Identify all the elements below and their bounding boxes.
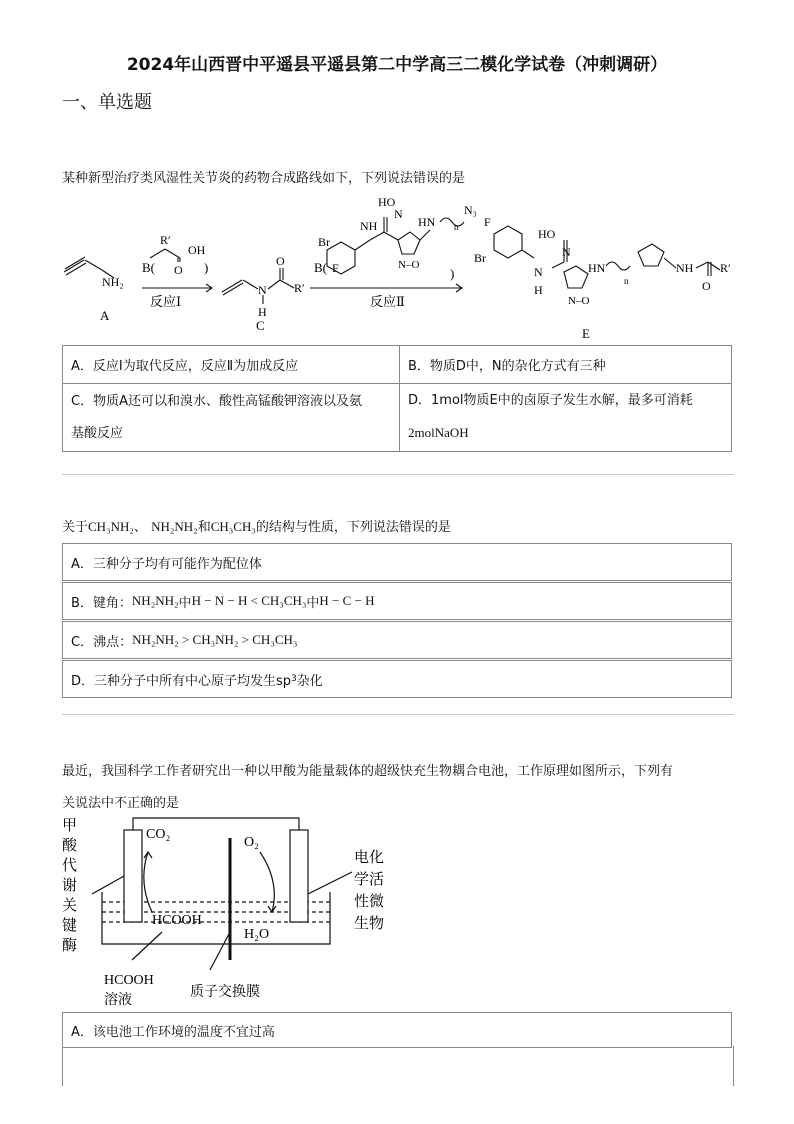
scheme-e-o: O: [702, 279, 711, 293]
diagram-o2: O₂: [244, 835, 259, 850]
diagram-left-label-2: 代: [62, 858, 78, 874]
diagram-left-label-0: 甲: [62, 818, 78, 834]
scheme-e-n: N: [534, 265, 543, 279]
scheme-bd-open: B(: [314, 260, 327, 275]
q2-option-d[interactable]: D．三种分子中所有中心原子均发生sp 3 杂化: [62, 660, 732, 698]
q3-options-frame: [62, 1046, 734, 1086]
scheme-c-n: N: [258, 283, 267, 297]
scheme-e-n2: N: [562, 245, 571, 259]
q3-option-a[interactable]: A．该电池工作环境的温度不宜过高: [62, 1012, 732, 1048]
q1-option-a[interactable]: A．反应Ⅰ为取代反应，反应Ⅱ为加成反应: [63, 346, 400, 384]
section-heading: 一、单选题: [62, 92, 152, 113]
diagram-left-label-3: 谢: [62, 878, 78, 894]
q1-option-c[interactable]: C．物质A还可以和溴水、酸性高锰酸钾溶液以及氨 基酸反应: [63, 384, 400, 452]
scheme-e-r: R′: [720, 261, 731, 275]
scheme-d-hn: HN: [418, 215, 436, 229]
q1-option-b[interactable]: B．物质D中，N的杂化方式有三种: [400, 346, 732, 384]
diagram-right-label-2: 性微: [354, 894, 385, 910]
q1-options: [62, 345, 732, 452]
diagram-right-label-3: 生物: [354, 916, 385, 932]
scheme-o: O: [174, 263, 183, 277]
scheme-e-f: F: [484, 215, 491, 229]
scheme-reaction2: 反应Ⅱ: [370, 294, 405, 309]
q2-option-c[interactable]: C．沸点： NH₂NH₂ > CH₃NH₂ > CH₃CH₃: [62, 621, 732, 659]
scheme-d-n: N: [394, 207, 403, 221]
diagram-right-label-0: 电化: [354, 850, 385, 866]
scheme-b-close: ): [204, 260, 209, 275]
diagram-solution-line2: 溶液: [104, 993, 132, 1008]
separator-1: [62, 474, 734, 475]
q1-stem: 某种新型治疗类风湿性关节炎的药物合成路线如下，下列说法错误的是: [62, 171, 466, 186]
diagram-membrane: 质子交换膜: [190, 985, 260, 1000]
q3-stem-line2: 关说法中不正确的是: [62, 796, 180, 811]
diagram-left-label-4: 关: [62, 898, 78, 914]
scheme-r-prime: R′: [160, 233, 171, 247]
scheme-e-ho: HO: [538, 227, 556, 241]
q2-option-b[interactable]: B．键角： NH₂NH₂ 中 H − N − H < CH₃CH₃ 中 H − C − H: [62, 582, 732, 620]
battery-diagram: [62, 812, 402, 1008]
scheme-c-o: O: [276, 254, 285, 268]
q2-option-a[interactable]: A．三种分子均有可能作为配位体: [62, 543, 732, 581]
scheme-label-a: A: [100, 308, 110, 323]
diagram-solution-line1: HCOOH: [104, 973, 154, 988]
scheme-e-n-sub: n: [624, 276, 629, 286]
scheme-nh2: NH₂: [102, 275, 124, 289]
diagram-left-label-6: 酶: [62, 938, 78, 954]
scheme-d-no: N–O: [398, 259, 420, 271]
diagram-hcooh: HCOOH: [152, 913, 202, 928]
scheme-c-h: H: [258, 305, 267, 319]
scheme-d-nh: NH: [360, 219, 378, 233]
diagram-h2o: H₂O: [244, 927, 270, 942]
scheme-label-e: E: [582, 326, 590, 341]
synthesis-scheme: [62, 192, 734, 342]
scheme-b-open: B(: [142, 260, 155, 275]
exam-title: 2024年山西晋中平遥县平遥县第二中学高三二模化学试卷（冲刺调研）: [126, 55, 668, 75]
scheme-e-no: N–O: [568, 295, 590, 307]
diagram-left-label-5: 键: [62, 918, 78, 934]
scheme-e-h: H: [534, 283, 543, 297]
separator-2: [62, 714, 734, 715]
scheme-e-hn: HN: [588, 261, 606, 275]
scheme-bd-close: ): [450, 266, 455, 281]
q3-stem-line1: 最近，我国科学工作者研究出一种以甲酸为能量载体的超级快充生物耦合电池，工作原理如图所示，下列有: [62, 764, 674, 779]
scheme-d-ho: HO: [378, 195, 396, 209]
diagram-co2: CO₂: [146, 827, 171, 842]
scheme-d-f: F: [332, 261, 339, 275]
scheme-d-n3: N₃: [464, 203, 477, 217]
scheme-oh: OH: [188, 243, 206, 257]
scheme-reaction1: 反应Ⅰ: [150, 294, 182, 309]
scheme-e-nh: NH: [676, 261, 694, 275]
scheme-c-r: R′: [294, 281, 305, 295]
q2-stem: 关于CH₃NH₂、 NH₂NH₂和CH₃CH₃的结构与性质，下列说法错误的是: [62, 519, 451, 535]
q1-option-d[interactable]: D．1mol物质E中的卤原子发生水解，最多可消耗 2molNaOH: [400, 384, 732, 452]
scheme-e-br: Br: [474, 251, 486, 265]
scheme-d-n-sub: n: [454, 222, 459, 232]
scheme-d-br: Br: [318, 235, 330, 249]
diagram-right-label-1: 学活: [354, 872, 385, 888]
diagram-left-label-1: 酸: [62, 838, 78, 854]
scheme-label-c: C: [256, 318, 265, 333]
